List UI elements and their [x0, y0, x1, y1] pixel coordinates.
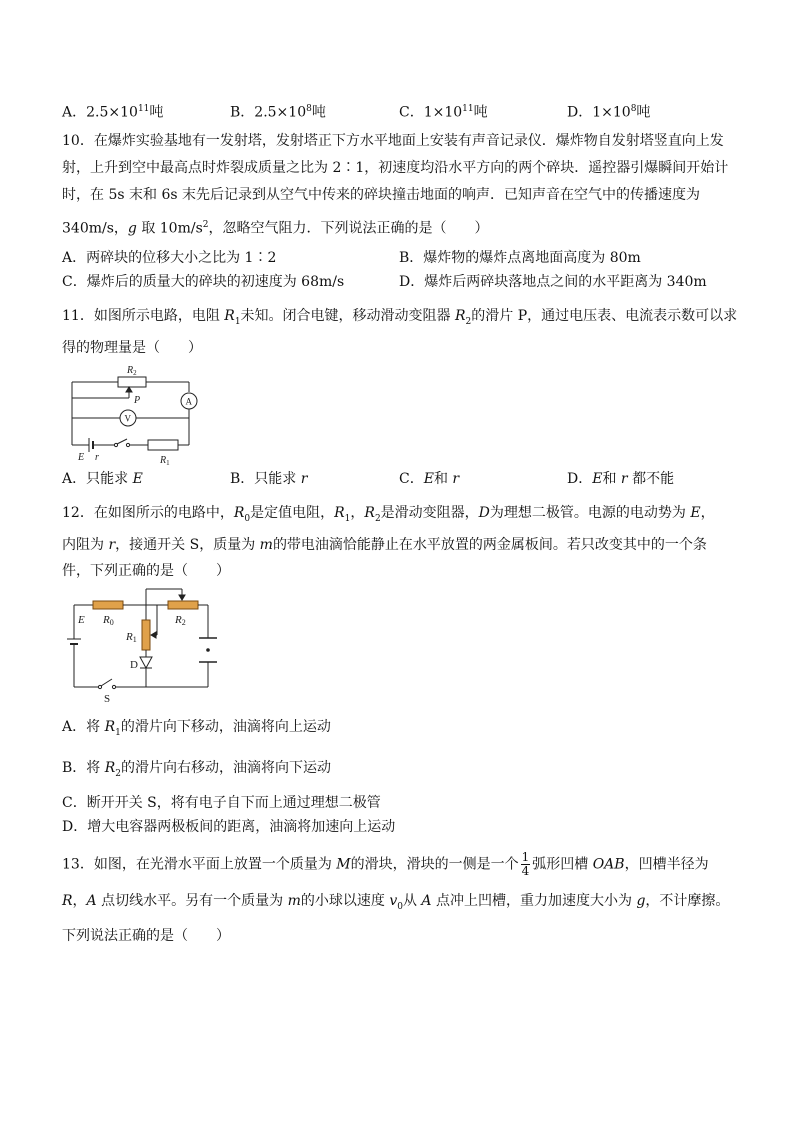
q13-stem-line1: 13．如图，在光滑水平面上放置一个质量为 M的滑块，滑块的一侧是一个 $\frac{1}{4}$ 弧形凹槽 OAB，凹槽半径为 [62, 850, 709, 878]
q10-option-a: A．两碎块的位移大小之比为 1∶2 [62, 250, 277, 266]
q11-fig-label-p: P [134, 395, 141, 406]
q12-fig-label-s: S [104, 693, 111, 704]
q11-option-b: B．只能求 r [230, 471, 308, 487]
q12-fig-label-r0: R [103, 614, 110, 626]
q11-circuit-diagram [62, 362, 212, 466]
q12-fig-label-r2: R [175, 614, 182, 626]
q13-stem-line2: R，A 点切线水平。另有一个质量为 m的小球以速度 $v_0$从 A 点冲上凹槽，重力加速度大小为 g，不计摩擦。 [62, 893, 730, 912]
q9-option-a: A．$2.5\times 10^{11}$吨 [62, 104, 164, 121]
q12-fig-label-d: D [130, 659, 138, 671]
q10-stem-line1: 10．在爆炸实验基地有一发射塔，发射塔正下方水平地面上安装有声音记录仪．爆炸物自发射塔竖直向上发 [62, 133, 724, 149]
q11-fig-voltmeter-label: V [124, 413, 131, 424]
q9-option-c: C．$1\times 10^{11}$吨 [399, 104, 488, 121]
q10-option-c: C．爆炸后的质量大的碎块的初速度为 68m/s [62, 274, 345, 290]
svg-text:R2: R2 [175, 614, 186, 627]
q11-fig-label-r1: R [160, 455, 167, 466]
q12-oil-drop [206, 648, 210, 652]
svg-text:R2: $R_2$ [127, 365, 137, 377]
q11-option-c: C．E和 r [399, 471, 460, 487]
q12-stem-line3: 件，下列正确的是（ ） [62, 563, 230, 579]
q9-option-b: B．$2.5\times 10^8$吨 [230, 104, 326, 121]
q9-option-d: D．$1\times 10^8$吨 [567, 104, 651, 121]
q12-option-c: C．断开开关 S，将有电子自下而上通过理想二极管 [62, 795, 381, 811]
q11-stem-line1: 11．如图所示电路，电阻 $R_1$未知。闭合电键，移动滑动变阻器 $R_2$的滑片 P，通过电压表、电流表示数可以求 [62, 308, 738, 327]
q10-stem-line4: 340m/s，g 取 $10m/s^2$，忽略空气阻力．下列说法正确的是（ ） [62, 220, 489, 237]
q12-stem-line1: 12．在如图所示的电路中，$R_0$是定值电阻，$R_1$，$R_2$是滑动变阻器，D为理想二极管。电源的电动势为 E， [62, 505, 715, 524]
q10-option-d: D．爆炸后两碎块落地点之间的水平距离为 340m [399, 274, 707, 290]
q12-fig-label-e: E [78, 614, 85, 626]
q12-stem-line2: 内阻为 r，接通开关 S，质量为 m的带电油滴恰能静止在水平放置的两金属板间。若只改变其中的一个条 [62, 537, 707, 553]
q10-option-b: B．爆炸物的爆炸点离地面高度为 80m [399, 250, 641, 266]
q11-fig-ammeter-label: A [185, 396, 192, 407]
q12-fig-label-r1: R [126, 631, 133, 643]
svg-text:R1: R1 [126, 631, 137, 644]
q10-stem-line3: 时，在 5s 末和 6s 末先后记录到从空气中传来的碎块撞击地面的响声．已知声音在空气中的传播速度为 [62, 187, 700, 203]
q11-stem-line2: 得的物理量是（ ） [62, 340, 202, 356]
q13-stem-line3: 下列说法正确的是（ ） [62, 928, 230, 944]
q12-option-b: B．将 $R_2$的滑片向右移动，油滴将向下运动 [62, 760, 332, 779]
svg-text:R0: R0 [103, 614, 114, 627]
q10-stem-line2: 射，上升到空中最高点时炸裂成质量之比为 2∶1，初速度均沿水平方向的两个碎块．遥控器引爆瞬间开始计 [62, 160, 729, 176]
q11-option-a: A．只能求 E [62, 471, 143, 487]
q12-option-d: D．增大电容器两极板间的距离，油滴将加速向上运动 [62, 819, 396, 835]
q12-option-a: A．将 $R_1$的滑片向下移动，油滴将向上运动 [62, 719, 331, 738]
q11-option-d: D．E和 r 都不能 [567, 471, 675, 487]
q11-fig-label-r: r [95, 452, 99, 463]
q12-circuit-diagram [62, 582, 232, 704]
q11-fig-label-r2: R [127, 365, 134, 376]
q13-fraction: $\frac{1}{4}$ [521, 850, 530, 878]
q11-fig-label-e: E [78, 452, 85, 463]
svg-text:R1: $R_1$ [160, 455, 170, 466]
